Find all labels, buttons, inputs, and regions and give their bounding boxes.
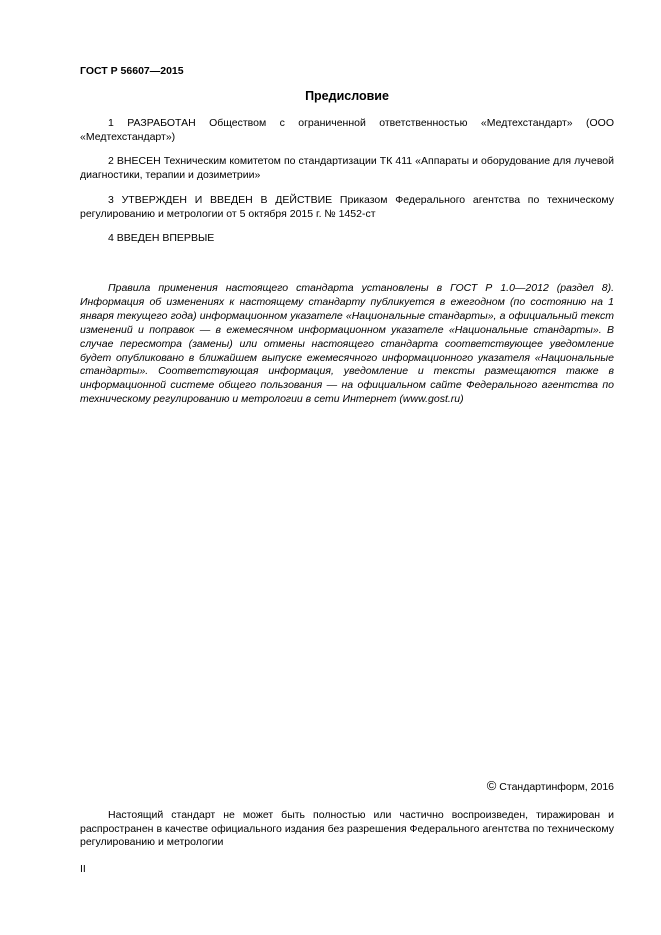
foreword-item-first-introduced: 4 ВВЕДЕН ВПЕРВЫЕ bbox=[108, 232, 215, 244]
copyright-line bbox=[487, 779, 614, 794]
foreword-item-developed: 1 РАЗРАБОТАН Обществом с ограниченной ответственностью «Медтехстандарт» (ООО «Медтехстандарт») bbox=[80, 117, 614, 143]
reproduction-rights-notice: Настоящий стандарт не может быть полностью или частично воспроизведен, тиражирован и распространен в качестве официального издания без разрешения Федерального агентства по техническому регулированию и метрологии bbox=[80, 809, 614, 848]
application-rules-note: Правила применения настоящего стандарта установлены в ГОСТ Р 1.0—2012 (раздел 8). Информация об изменениях к настоящему стандарту публикуется в ежегодном (по состоянию на 1 января текущего года) информационном указателе «Национальные стандарты», а официальный текст изменений и поправок — в ежемесячном информационном указателе «Национальные стандарты». В случае пересмотра (замены) или отмены настоящего стандарта соответствующее уведомление будет опубликовано в ближайшем выпуске ежемесячного информационного указателя «Национальные стандарты». Соответствующая информация, уведомление и тексты размещаются также в информационной системе общего пользования — на официальном сайте Федерального агентства по техническому регулированию и метрологии в сети Интернет (www.gost.ru) bbox=[80, 282, 614, 406]
document-code: ГОСТ Р 56607—2015 bbox=[80, 65, 184, 77]
page-title: Предисловие bbox=[305, 89, 389, 103]
foreword-item-introduced: 2 ВНЕСЕН Техническим комитетом по стандартизации ТК 411 «Аппараты и оборудование для лучевой диагностики, терапии и дозиметрии» bbox=[80, 155, 614, 181]
foreword-item-approved: 3 УТВЕРЖДЕН И ВВЕДЕН В ДЕЙСТВИЕ Приказом Федерального агентства по техническому регулированию и метрологии от 5 октября 2015 г. № 1452-ст bbox=[80, 194, 614, 220]
copyright-symbol: © bbox=[486, 778, 497, 793]
page-number: II bbox=[80, 863, 86, 875]
copyright-text: Стандартинформ, 2016 bbox=[496, 781, 614, 793]
